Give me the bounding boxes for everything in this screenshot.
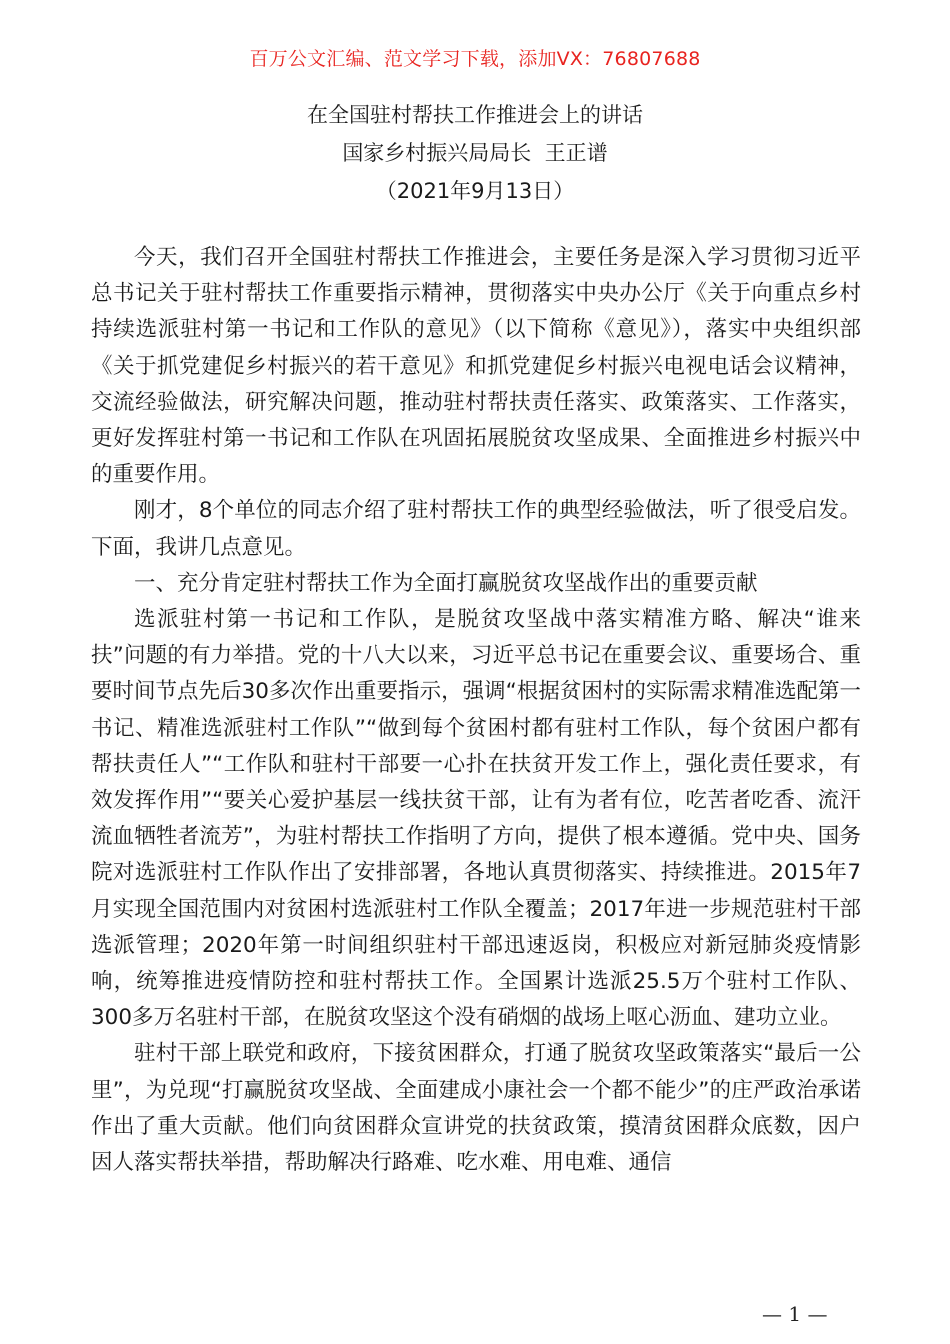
- speech-date: （2021年9月13日）: [375, 179, 575, 203]
- paragraph-transition: 刚才，8个单位的同志介绍了驻村帮扶工作的典型经验做法，听了很受启发。下面，我讲几点意见。: [91, 498, 861, 560]
- speech-header: [0, 96, 950, 210]
- speech-title: 在全国驻村帮扶工作推进会上的讲话: [307, 103, 643, 127]
- section-heading-1: 一、充分肯定驻村帮扶工作为全面打赢脱贫攻坚战作出的重要贡献: [134, 570, 758, 596]
- paragraph-intro: 今天，我们召开全国驻村帮扶工作推进会，主要任务是深入学习贯彻习近平总书记关于驻村帮扶工作重要指示精神，贯彻落实中央办公厅《关于向重点乡村持续选派驻村第一书记和工作队的意见》（以下简称《意见》），落实中央组织部《关于抓党建促乡村振兴的若干意见》和抓党建促乡村振兴电视电话会议精神，交流经验做法，研究解决问题，推动驻村帮扶责任落实、政策落实、工作落实，更好发挥驻村第一书记和工作队在巩固拓展脱贫攻坚成果、全面推进乡村振兴中的重要作用。: [91, 245, 861, 488]
- speaker-line: 国家乡村振兴局局长 王正谱: [342, 141, 608, 165]
- speech-body: [91, 240, 861, 1181]
- promo-banner: 百万公文汇编、范文学习下载，添加VX：76807688: [249, 48, 701, 70]
- page-number: — 1 —: [762, 1302, 828, 1326]
- paragraph-section1-a: 选派驻村第一书记和工作队，是脱贫攻坚战中落实精准方略、解决“谁来扶”问题的有力举措。党的十八大以来，习近平总书记在重要会议、重要场合、重要时间节点先后30多次作出重要指示，强调“根据贫困村的实际需求精准选配第一书记、精准选派驻村工作队”“做到每个贫困村都有驻村工作队，每个贫困户都有帮扶责任人”“工作队和驻村干部要一心扑在扶贫开发工作上，强化责任要求，有效发挥作用”“要关心爱护基层一线扶贫干部，让有为者有位，吃苦者吃香、流汗流血牺牲者流芳”，为驻村帮扶工作指明了方向，提供了根本遵循。党中央、国务院对选派驻村工作队作出了安排部署，各地认真贯彻落实、持续推进。2015年7月实现全国范围内对贫困村选派驻村工作队全覆盖；2017年进一步规范驻村干部选派管理；2020年第一时间组织驻村干部迅速返岗，积极应对新冠肺炎疫情影响，统筹推进疫情防控和驻村帮扶工作。全国累计选派25.5万个驻村工作队、300多万名驻村干部，在脱贫攻坚这个没有硝烟的战场上呕心沥血、建功立业。: [91, 607, 861, 1031]
- paragraph-section1-b: 驻村干部上联党和政府，下接贫困群众，打通了脱贫攻坚政策落实“最后一公里”，为兑现“打赢脱贫攻坚战、全面建成小康社会一个都不能少”的庄严政治承诺作出了重大贡献。他们向贫困群众宣讲党的扶贫政策，摸清贫困群众底数，因户因人落实帮扶举措，帮助解决行路难、吃水难、用电难、通信: [91, 1041, 861, 1176]
